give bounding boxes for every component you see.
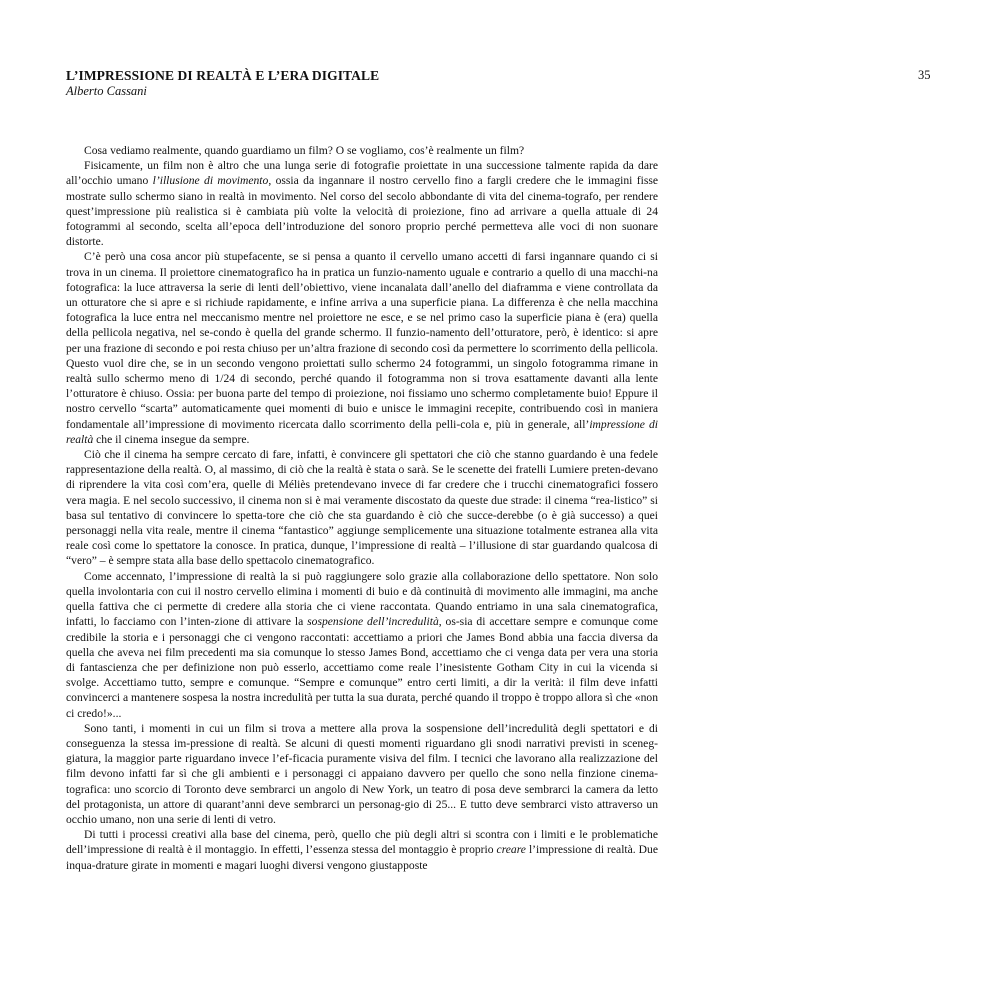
paragraph-5-text-a: Come accennato, l’impressione di realtà la si può raggiungere solo grazie alla collaborazione dello spettatore. Non solo quella involontaria con cui il nostro cervello elimina i momenti di buio e dà continuità di movimento alle immagini, ma anche quella fattiva che ci permette di credere alla storia che ci viene raccontata. Quando entriamo in una sala cinematografica, infatti, lo facciamo con l’inten-zione di attivare la	[66, 569, 658, 629]
paragraph-3-text-a: C’è però una cosa ancor più stupefacente, se si pensa a quanto il cervello umano accetti di farsi ingannare quando ci si trova in un cinema. Il proiettore cinematografico ha in pratica un funzio-namento uguale e contrario a quello di una macchi-na fotografica: la luce attraversa la serie di lenti dell’obiettivo, viene incanalata dall’anello del diaframma e viene controllata da un otturatore che si apre e si richiude rapidamente, e infine arriva a una superficie piana. La differenza è che nella macchina fotografica la luce entra nel meccanismo mentre nel proiettore ne esce, e se nel primo caso la superficie piana è (era) quella della pellicola negativa, nel se-condo è quella del grande schermo. Il funzio-namento dell’otturatore, però, è identico: si apre per una frazione di secondo e poi resta chiuso per un’altra frazione di secondo così da permettere lo scorrimento della pellicola. Questo vuol dire che, se in un secondo vengono proiettati sullo schermo 24 fotogrammi, un singolo fotogramma rimane in realtà sullo schermo meno di 1/24 di secondo, perché quando il fotogramma non si trova esattamente davanti alla lente l’otturatore è chiuso. Ossia: per buona parte del tempo di proiezione, noi fissiamo uno schermo completamente buio! Eppure il nostro cervello “scarta” automaticamente quei momenti di buio e unisce le immagini recepite, contribuendo così in maniera fondamentale all’impressione di movimento ricercata dallo scorrimento della pelli-cola e, più in generale, all’	[66, 250, 658, 431]
page-number: 35	[918, 68, 931, 82]
article-title: L’IMPRESSIONE DI REALTÀ E L’ERA DIGITALE	[66, 68, 380, 83]
paragraph-3	[66, 249, 658, 447]
paragraph-6: Sono tanti, i momenti in cui un film si trova a mettere alla prova la sospensione dell’incredulità degli spettatori e di conseguenza la stessa im-pressione di realtà. Se alcuni di questi momenti riguardano gli snodi narrativi previsti in sceneg-giatura, la maggior parte riguardano invece l’ef-ficacia puramente visiva del film. I tecnici che lavorano alla realizzazione del film devono infatti far sì che gli ambienti e i personaggi ci appaiano davvero per quello che sono nella finzione cinema-tografica: uno scorcio di Toronto deve sembrarci un angolo di New York, un teatro di posa deve sembrarci la camera da letto del protagonista, un attore di quarant’anni deve sembrarci un personag-gio di 25... E tutto deve sembrarci visto attraverso un occhio umano, non una serie di lenti di vetro.	[66, 721, 658, 826]
paragraph-7-text-a: Di tutti i processi creativi alla base del cinema, però, quello che più degli altri si scontra con i limiti e le problematiche dell’impressione di realtà è il montaggio. In effetti, l’essenza stessa del montaggio è proprio	[66, 828, 658, 857]
paragraph-3-text-c: che il cinema insegue da sempre.	[93, 432, 250, 446]
paragraph-5-emphasis: sospensione dell’incredulità	[307, 615, 439, 629]
article-author: Alberto Cassani	[66, 84, 147, 98]
paragraph-2-text-a: Fisicamente, un film non è altro che una lunga serie di fotografie proiettate in una successione talmente rapida da dare all’occhio umano	[66, 159, 658, 188]
paragraph-2	[66, 158, 658, 249]
paragraph-5-text-c: , os-sia di accettare sempre e comunque come credibile la storia e i personaggi che ci vengono raccontati: accettiamo a priori che James Bond abbia una faccia diversa da quella che aveva nei film precedenti ma sia comunque lo stesso James Bond, accettiamo che ci venga data per vera una storia di fantascienza che per definizione non può esserlo, accettiamo come reale l’inesistente Gotham City in cui la vicenda si svolge. Accettiamo tutto, sempre e comunque. “Sempre e comunque” entro certi limiti, a dir la verità: il film deve infatti convincerci a mantenere sospesa la nostra incredulità per tutta la sua durata, perché quando il troppo è troppo allora sì che «non ci credo!»...	[66, 615, 658, 720]
paragraph-2-text-c: , ossia da ingannare il nostro cervello fino a fargli credere che le immagini fisse mostrate sullo schermo siano in realtà in movimento. Nel corso del secolo abbondante di vita del cinema-tografo, per rendere quest’impressione più realistica si è cambiata più volte la velocità di proiezione, fino ad arrivare a quella attuale di 24 fotogrammi al secondo, scelta all’epoca dell’introduzione del sonoro proprio perché permetteva alle voci di non suonare distorte.	[66, 174, 658, 249]
paragraph-7-text-c: l’impressione di realtà. Due inqua-drature girate in momenti e magari luoghi diversi vengono giustapposte	[66, 843, 658, 872]
paragraph-4: Ciò che il cinema ha sempre cercato di fare, infatti, è convincere gli spettatori che ciò che stanno guardando è una fedele rappresentazione della realtà. O, al massimo, di ciò che la realtà è stata o sarà. Se le scenette dei fratelli Lumiere preten-devano di riprendere la vita così com’era, quelle di Méliès pretendevano invece di far credere che i trucchi cinematografici fossero vera magia. E nel secolo successivo, il cinema non si è mai veramente discostato da queste due strade: il cinema “rea-listico” si basa sul tentativo di convincere lo spetta-tore che ciò che sta guardando è ciò che succe-derebbe (o è già successo) a quei personaggi nella vita reale, mentre il cinema “fantastico” aggiunge semplicemente una situazione totalmente estranea alla vita reale così come lo spettatore la conosce. In pratica, dunque, l’impressione di realtà – l’illusione di star guardando qualcosa di “vero” – è sempre stata alla base dello spettacolo cinematografico.	[66, 448, 658, 568]
paragraph-7-emphasis: creare	[496, 843, 526, 857]
paragraph-5	[66, 569, 658, 721]
paragraph-2-emphasis: l’illusione di movimento	[152, 174, 269, 188]
paragraph-7	[66, 827, 658, 873]
paragraph-1: Cosa vediamo realmente, quando guardiamo un film? O se vogliamo, cos’è realmente un film?	[84, 144, 525, 157]
paragraph-3-emphasis: impressione di realtà	[66, 417, 658, 446]
article-body	[66, 143, 658, 873]
